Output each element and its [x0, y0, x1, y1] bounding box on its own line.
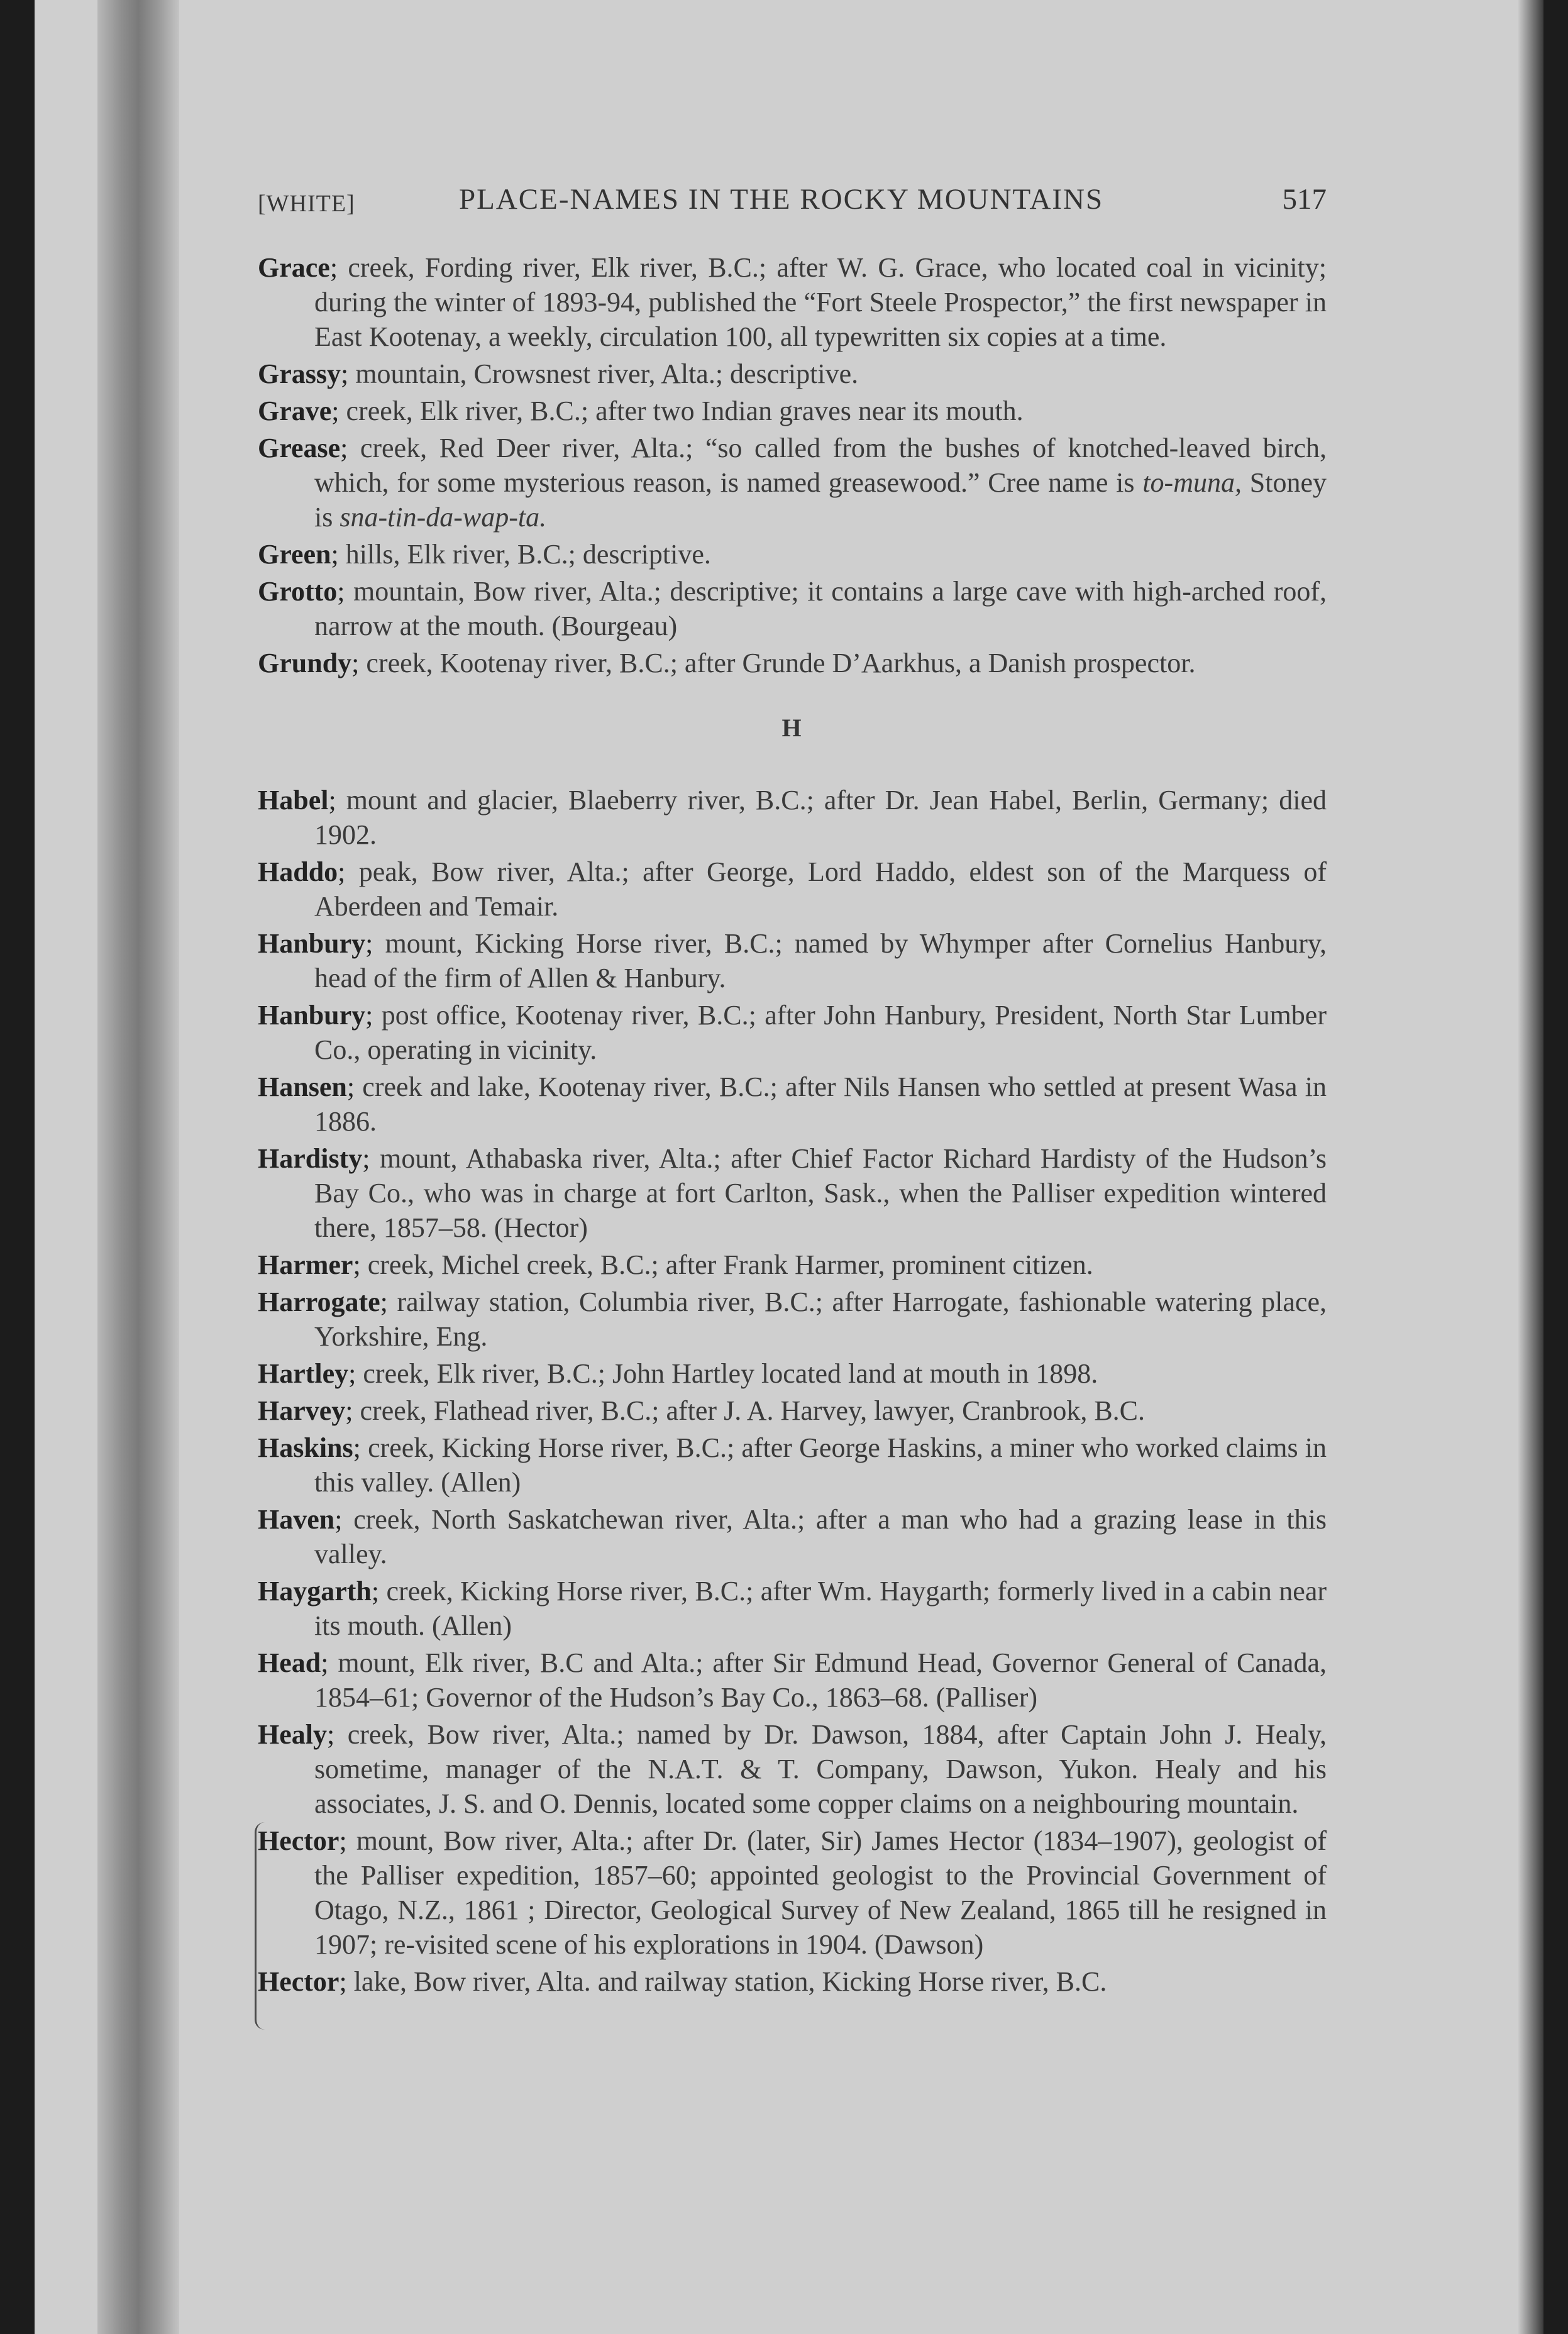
- entry-haskins: Haskins; creek, Kicking Horse river, B.C.; after George Haskins, a miner who worked claims in this valley. (Allen): [258, 1432, 1327, 1498]
- headword: Haskins: [258, 1432, 353, 1463]
- headword: Haven: [258, 1504, 335, 1535]
- headword: Harrogate: [258, 1286, 380, 1317]
- entry-text-continued: Stoney is: [314, 467, 1327, 533]
- entry-green: Green; hills, Elk river, B.C.; descriptive.: [258, 539, 711, 570]
- headword: Grace: [258, 252, 330, 283]
- entry-habel: Habel; mount and glacier, Blaeberry river, B.C.; after Dr. Jean Habel, Berlin, Germany; died 1902.: [258, 785, 1327, 850]
- entry-harvey: Harvey; creek, Flathead river, B.C.; after J. A. Harvey, lawyer, Cranbrook, B.C.: [258, 1395, 1146, 1426]
- stoney-name: sna-tin-da-wap-ta.: [340, 502, 547, 533]
- entry-haddo: Haddo; peak, Bow river, Alta.; after George, Lord Haddo, eldest son of the Marquess of Aberdeen and Temair.: [258, 856, 1327, 922]
- entry-text: peak, Bow river, Alta.; after George, Lord Haddo, eldest son of the Marquess of Aberdeen and Temair.: [314, 856, 1327, 922]
- headword: Hanbury: [258, 1000, 366, 1031]
- entry-grundy: Grundy; creek, Kootenay river, B.C.; after Grunde D’Aarkhus, a Danish prospector.: [258, 648, 1196, 678]
- headword: Hartley: [258, 1358, 349, 1389]
- entry-grotto: Grotto; mountain, Bow river, Alta.; descriptive; it contains a large cave with high-arched roof, narrow at the mouth. (Bourgeau): [258, 576, 1327, 641]
- book-gutter: [97, 0, 179, 2334]
- entry-text: creek, Kootenay river, B.C.; after Grunde D’Aarkhus, a Danish prospector.: [366, 648, 1196, 678]
- cree-name: to-muna,: [1142, 467, 1242, 498]
- entry-grace: Grace; creek, Fording river, Elk river, B.C.; after W. G. Grace, who located coal in vicinity; during the winter of 1893-94, published the “Fort Steele Prospector,” the first newspaper in East Kootenay, a weekly, circulation 100, all typewritten six copies at a time.: [258, 252, 1327, 352]
- page-edge-shadow: [1518, 0, 1543, 2334]
- entry-text: creek, Michel creek, B.C.; after Frank Harmer, prominent citizen.: [367, 1249, 1093, 1280]
- headword: Hansen: [258, 1071, 347, 1102]
- headword: Healy: [258, 1719, 327, 1750]
- headword: Harmer: [258, 1249, 353, 1280]
- entry-text: creek, Flathead river, B.C.; after J. A. Harvey, lawyer, Cranbrook, B.C.: [360, 1395, 1146, 1426]
- entry-haygarth: Haygarth; creek, Kicking Horse river, B.C.; after Wm. Haygarth; formerly lived in a cabin near its mouth. (Allen): [258, 1576, 1327, 1641]
- headword: Hector: [258, 1825, 340, 1856]
- entry-text: creek, Kicking Horse river, B.C.; after George Haskins, a miner who worked claims in this valley. (Allen): [314, 1432, 1327, 1498]
- body-text: [258, 250, 1327, 2001]
- headword: Head: [258, 1647, 321, 1678]
- headword: Haddo: [258, 856, 338, 887]
- entry-hector-mount: Hector; mount, Bow river, Alta.; after Dr. (later, Sir) James Hector (1834–1907), geologist of the Palliser expedition, 1857–60; appointed geologist to the Provincial Government of Otago, N.Z., 1861 ; Director, Geological Survey of New Zealand, 1865 till he resigned in 1907; re-visited scene of his explorations in 1904. (Dawson): [258, 1825, 1327, 1960]
- headword: Grave: [258, 395, 332, 426]
- headword: Harvey: [258, 1395, 346, 1426]
- entry-text: creek, Elk river, B.C.; after two Indian graves near its mouth.: [346, 395, 1024, 426]
- running-head: [258, 182, 1327, 233]
- entry-text: railway station, Columbia river, B.C.; after Harrogate, fashionable watering place, Yorkshire, Eng.: [314, 1286, 1327, 1352]
- entry-text: mount, Bow river, Alta.; after Dr. (later, Sir) James Hector (1834–1907), geologist of the Palliser expedition, 1857–60; appointed geologist to the Provincial Government of Otago, N.Z., 1861 ; Director, Geological Survey of New Zealand, 1865 till he resigned in 1907; re-visited scene of his explorations in 1904. (Dawson): [314, 1825, 1327, 1960]
- entry-hanbury-mount: Hanbury; mount, Kicking Horse river, B.C.; named by Whymper after Cornelius Hanbury, head of the firm of Allen & Hanbury.: [258, 928, 1327, 993]
- entry-grave: Grave; creek, Elk river, B.C.; after two Indian graves near its mouth.: [258, 395, 1024, 426]
- entry-text: hills, Elk river, B.C.; descriptive.: [345, 539, 711, 570]
- entry-healy: Healy; creek, Bow river, Alta.; named by Dr. Dawson, 1884, after Captain John J. Healy, sometime, manager of the N.A.T. & T. Company, Dawson, Yukon. Healy and his associates, J. S. and O. Dennis, located some copper claims on a neighbouring mountain.: [258, 1719, 1327, 1819]
- entry-harmer: Harmer; creek, Michel creek, B.C.; after Frank Harmer, prominent citizen.: [258, 1249, 1093, 1280]
- entry-head: Head; mount, Elk river, B.C and Alta.; after Sir Edmund Head, Governor General of Canada, 1854–61; Governor of the Hudson’s Bay Co., 1863–68. (Palliser): [258, 1647, 1327, 1713]
- entry-text: mountain, Crowsnest river, Alta.; descriptive.: [355, 358, 859, 389]
- headword: Hector: [258, 1966, 340, 1997]
- entry-text: creek and lake, Kootenay river, B.C.; after Nils Hansen who settled at present Wasa in 1886.: [314, 1071, 1327, 1137]
- entry-text: lake, Bow river, Alta. and railway station, Kicking Horse river, B.C.: [353, 1966, 1107, 1997]
- headword: Habel: [258, 785, 329, 816]
- entry-text: creek, Kicking Horse river, B.C.; after Wm. Haygarth; formerly lived in a cabin near its mouth. (Allen): [314, 1576, 1327, 1641]
- headword: Grease: [258, 433, 341, 463]
- entry-text: mountain, Bow river, Alta.; descriptive; it contains a large cave with high-arched roof, narrow at the mouth. (Bourgeau): [314, 576, 1327, 641]
- entry-text: mount, Elk river, B.C and Alta.; after Sir Edmund Head, Governor General of Canada, 1854–61; Governor of the Hudson’s Bay Co., 1863–68. (Palliser): [314, 1647, 1327, 1713]
- headword: Grundy: [258, 648, 352, 678]
- page-number: 517: [1282, 183, 1327, 216]
- entry-hansen: Hansen; creek and lake, Kootenay river, B.C.; after Nils Hansen who settled at present Wasa in 1886.: [258, 1071, 1327, 1137]
- header-title: PLACE-NAMES IN THE ROCKY MOUNTAINS: [459, 183, 1104, 216]
- headword: Grotto: [258, 576, 338, 607]
- entry-text: creek, North Saskatchewan river, Alta.; after a man who had a grazing lease in this valley.: [314, 1504, 1327, 1569]
- entry-grassy: Grassy; mountain, Crowsnest river, Alta.; descriptive.: [258, 358, 859, 389]
- entry-text: post office, Kootenay river, B.C.; after John Hanbury, President, North Star Lumber Co., operating in vicinity.: [314, 1000, 1327, 1065]
- entry-text: creek, Elk river, B.C.; John Hartley located land at mouth in 1898.: [363, 1358, 1098, 1389]
- entry-text: mount and glacier, Blaeberry river, B.C.; after Dr. Jean Habel, Berlin, Germany; died 1902.: [314, 785, 1327, 850]
- section-letter: H: [781, 714, 803, 742]
- entry-grease: Grease; creek, Red Deer river, Alta.; “so called from the bushes of knotched-leaved birch, which, for some mysterious reason, is named greasewood.” Cree name is to-muna, Stoney is sna-tin-da-wap-ta.: [258, 433, 1327, 533]
- headword: Hanbury: [258, 928, 366, 959]
- entry-text: mount, Kicking Horse river, B.C.; named by Whymper after Cornelius Hanbury, head of the firm of Allen & Hanbury.: [314, 928, 1327, 993]
- headword: Grassy: [258, 358, 341, 389]
- entry-text: creek, Fording river, Elk river, B.C.; after W. G. Grace, who located coal in vicinity; during the winter of 1893-94, published the “Fort Steele Prospector,” the first newspaper in East Kootenay, a weekly, circulation 100, all typewritten six copies at a time.: [314, 252, 1327, 352]
- headword: Haygarth: [258, 1576, 372, 1607]
- entry-hardisty: Hardisty; mount, Athabaska river, Alta.; after Chief Factor Richard Hardisty of the Hudson’s Bay Co., who was in charge at fort Carlton, Sask., when the Palliser expedition wintered there, 1857–58. (Hector): [258, 1143, 1327, 1243]
- entry-text: creek, Red Deer river, Alta.; “so called from the bushes of knotched-leaved birch, which, for some mysterious reason, is named greasewood.” Cree name is: [314, 433, 1327, 498]
- headword: Green: [258, 539, 331, 570]
- entry-hartley: Hartley; creek, Elk river, B.C.; John Hartley located land at mouth in 1898.: [258, 1358, 1098, 1389]
- entry-text: creek, Bow river, Alta.; named by Dr. Dawson, 1884, after Captain John J. Healy, sometime, manager of the N.A.T. & T. Company, Dawson, Yukon. Healy and his associates, J. S. and O. Dennis, located some copper claims on a neighbouring mountain.: [314, 1719, 1327, 1819]
- entry-hanbury-post-office: Hanbury; post office, Kootenay river, B.C.; after John Hanbury, President, North Star Lumber Co., operating in vicinity.: [258, 1000, 1327, 1065]
- headword: Hardisty: [258, 1143, 363, 1174]
- entry-text: mount, Athabaska river, Alta.; after Chief Factor Richard Hardisty of the Hudson’s Bay Co., who was in charge at fort Carlton, Sask., when the Palliser expedition wintered there, 1857–58. (Hector): [314, 1143, 1327, 1243]
- entry-haven: Haven; creek, North Saskatchewan river, Alta.; after a man who had a grazing lease in this valley.: [258, 1504, 1327, 1569]
- header-author-tag: [WHITE]: [258, 191, 355, 217]
- entry-harrogate: Harrogate; railway station, Columbia river, B.C.; after Harrogate, fashionable watering place, Yorkshire, Eng.: [258, 1286, 1327, 1352]
- entry-hector-lake: Hector; lake, Bow river, Alta. and railway station, Kicking Horse river, B.C.: [258, 1966, 1107, 1997]
